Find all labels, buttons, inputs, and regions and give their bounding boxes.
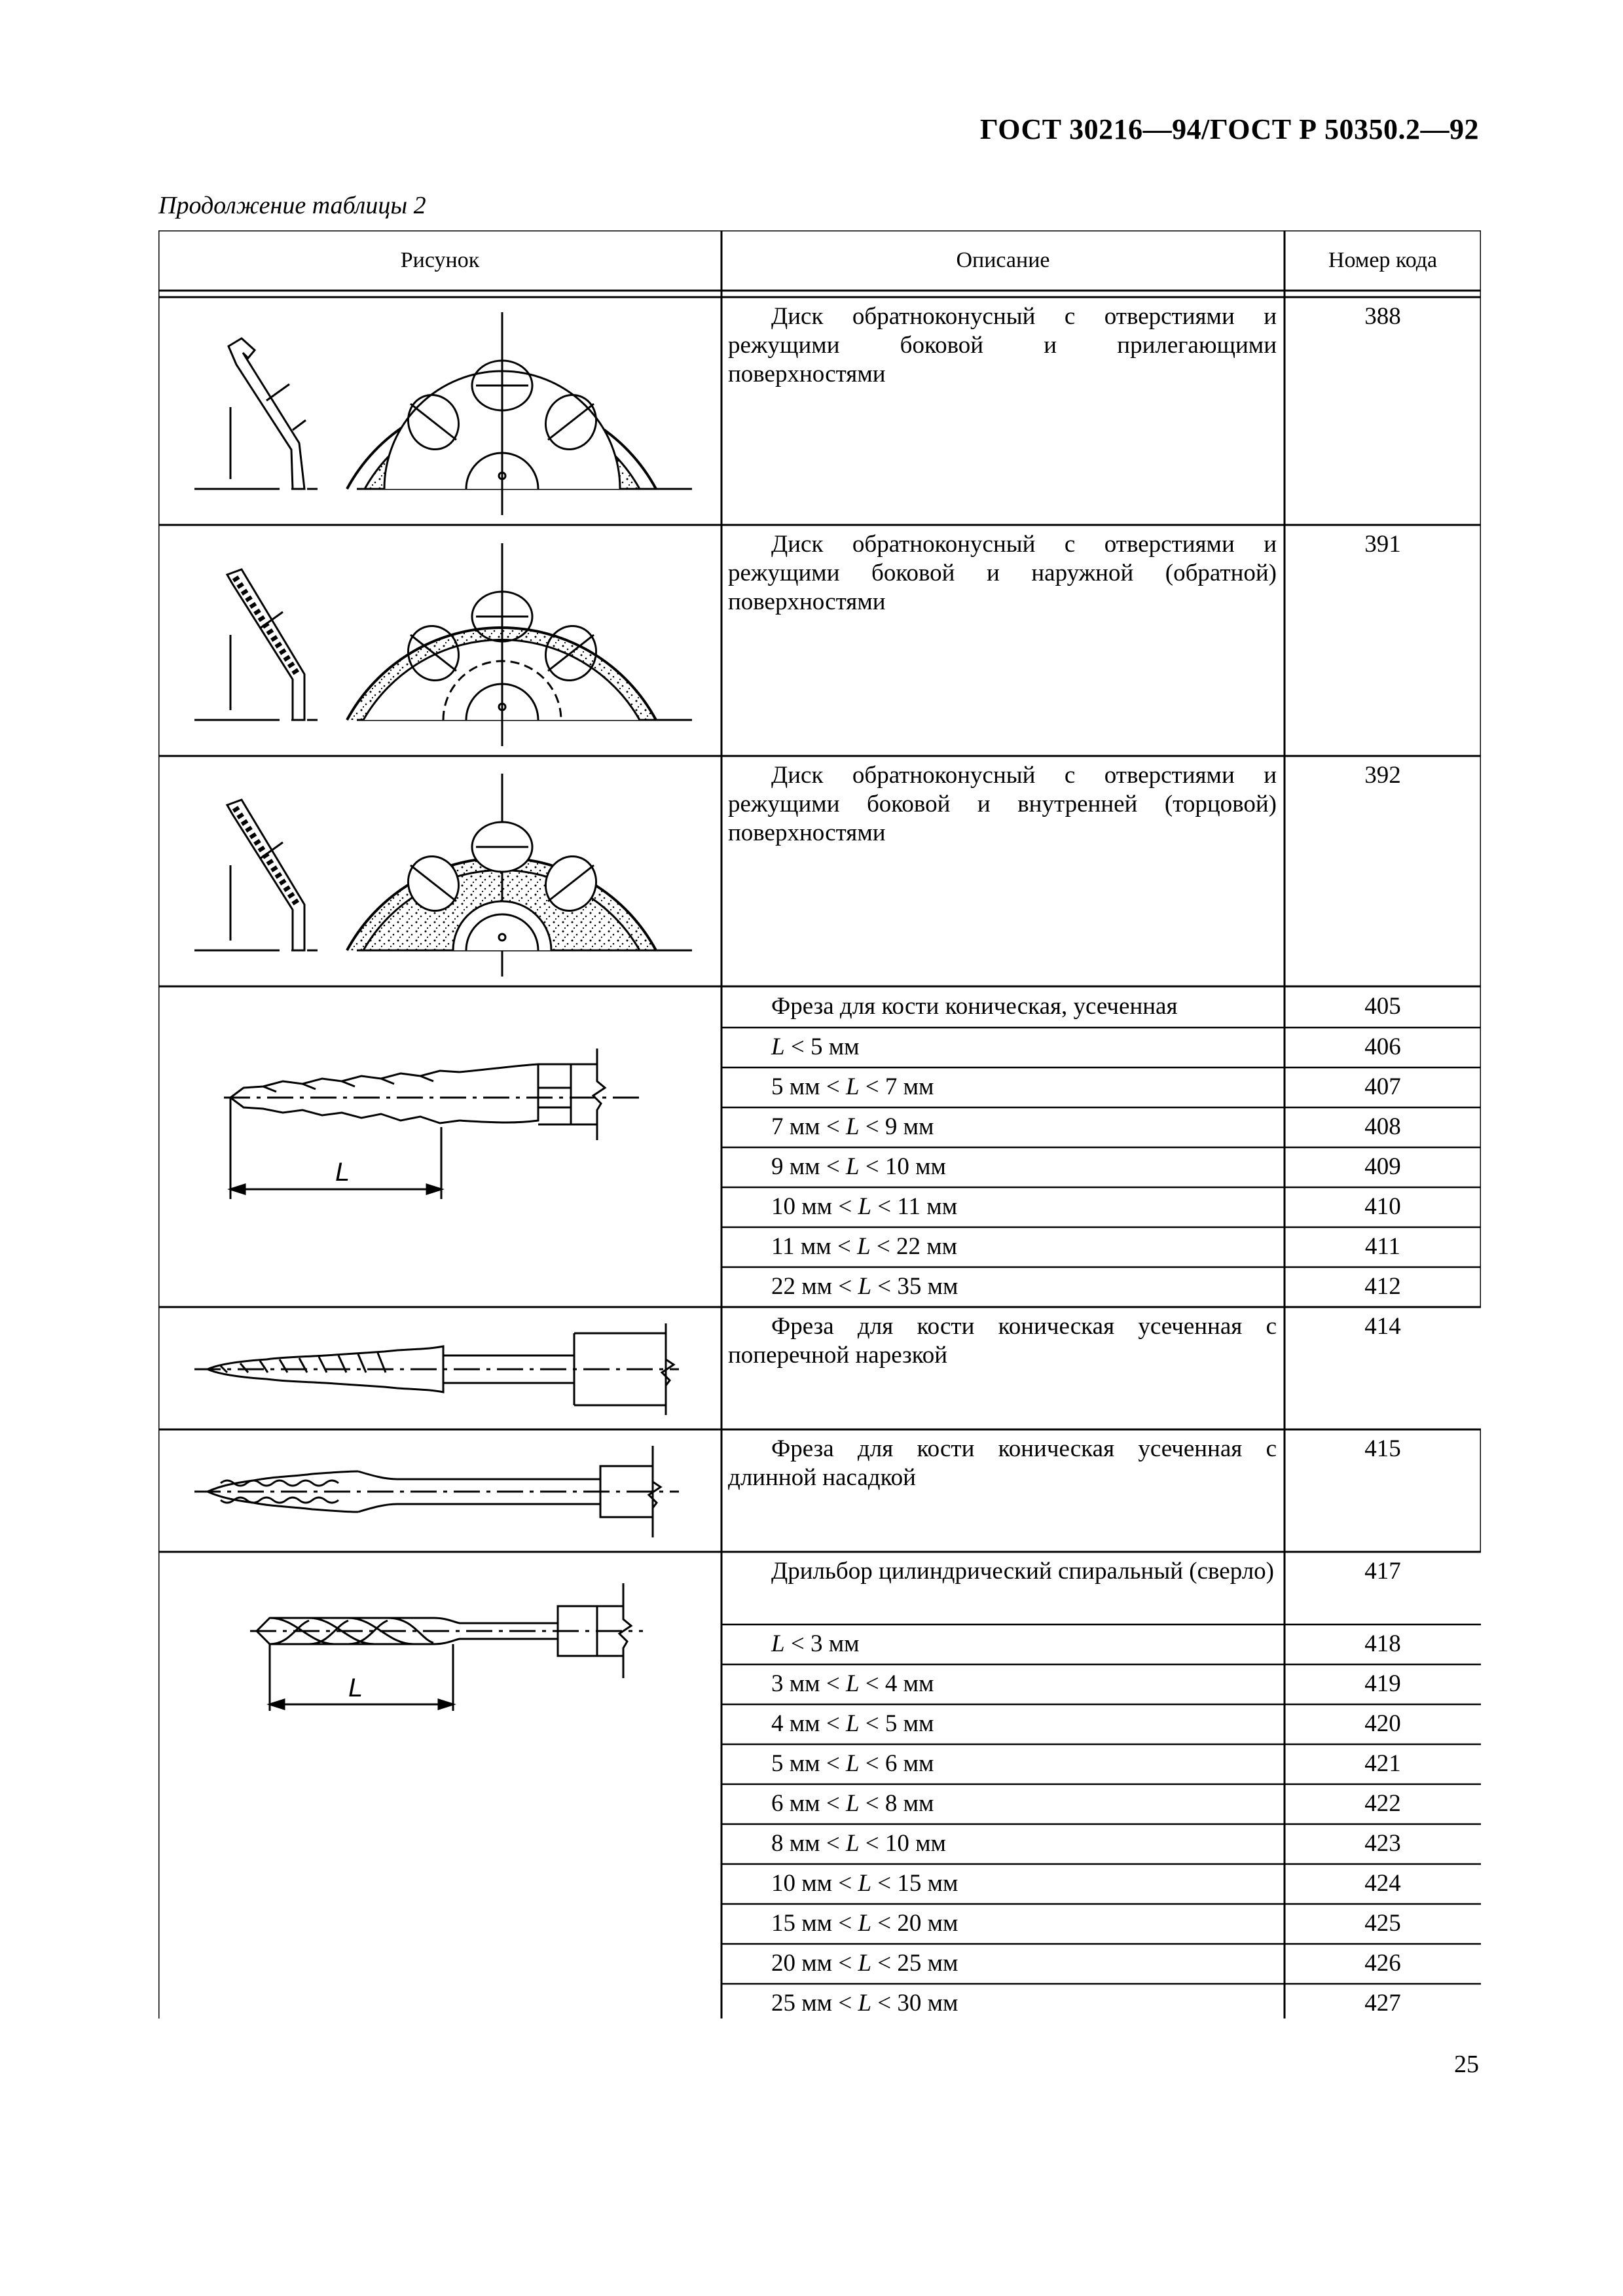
row-description: Фреза для кости коническая, усеченная	[771, 993, 1178, 1020]
column-header-figure: Рисунок	[400, 248, 480, 272]
row-description: Дрильбор цилиндрический спиральный (сверло)	[771, 1558, 1274, 1585]
length-range: 3 мм < L < 4 мм	[771, 1670, 934, 1697]
row-code: 425	[1364, 1910, 1401, 1937]
disc-388-drawing	[194, 312, 692, 515]
column-header-description: Описание	[956, 248, 1050, 272]
disc-392-drawing	[194, 774, 692, 977]
row-description: Фреза для кости коническая усеченная с длинной насадкой	[728, 1435, 1277, 1491]
length-range: 10 мм < L < 11 мм	[771, 1193, 958, 1220]
dimension-label: L	[348, 1674, 363, 1702]
row-code: 418	[1364, 1630, 1401, 1657]
length-range: 6 мм < L < 8 мм	[771, 1790, 934, 1817]
row-code: 405	[1364, 993, 1401, 1020]
length-range: 25 мм < L < 30 мм	[771, 1990, 958, 2017]
row-code: 408	[1364, 1113, 1401, 1140]
page-number: 25	[1454, 2051, 1479, 2078]
column-header-code: Номер кода	[1328, 248, 1438, 272]
cross-cut-bur-drawing	[194, 1320, 692, 1418]
row-description: Фреза для кости коническая усеченная с поперечной нарезкой	[728, 1313, 1277, 1369]
twist-drill-drawing	[250, 1580, 656, 1737]
row-description: Диск обратноконусный с отверстиями и режущими боковой и прилегающими поверхностями	[728, 303, 1277, 387]
row-code: 417	[1364, 1558, 1401, 1585]
row-code: 415	[1364, 1435, 1401, 1462]
length-range: 22 мм < L < 35 мм	[771, 1273, 958, 1300]
row-description: Диск обратноконусный с отверстиями и режущими боковой и внутренней (торцовой) поверхностями	[728, 762, 1277, 846]
row-code: 423	[1364, 1830, 1401, 1857]
length-range: 15 мм < L < 20 мм	[771, 1910, 958, 1937]
row-code: 419	[1364, 1670, 1401, 1697]
row-description: Диск обратноконусный с отверстиями и режущими боковой и наружной (обратной) поверхностями	[728, 531, 1277, 615]
length-range: 9 мм < L < 10 мм	[771, 1153, 946, 1180]
row-code: 414	[1364, 1313, 1401, 1340]
length-range: 5 мм < L < 7 мм	[771, 1073, 934, 1100]
row-code: 392	[1364, 762, 1401, 789]
row-code: 406	[1364, 1033, 1401, 1060]
length-range: 7 мм < L < 9 мм	[771, 1113, 934, 1140]
row-code: 421	[1364, 1750, 1401, 1777]
row-code: 391	[1364, 531, 1401, 558]
length-range: L < 5 мм	[771, 1033, 860, 1060]
length-range: 20 мм < L < 25 мм	[771, 1950, 958, 1977]
row-code: 424	[1364, 1870, 1401, 1897]
row-code: 412	[1364, 1273, 1401, 1300]
row-code: 409	[1364, 1153, 1401, 1180]
row-code: 407	[1364, 1073, 1401, 1100]
length-range: 10 мм < L < 15 мм	[771, 1870, 958, 1897]
length-range: L < 3 мм	[771, 1630, 860, 1657]
length-range: 8 мм < L < 10 мм	[771, 1830, 946, 1857]
long-shank-bur-drawing	[194, 1443, 692, 1541]
table-caption: Продолжение таблицы 2	[158, 192, 426, 219]
row-code: 422	[1364, 1790, 1401, 1817]
length-range: 4 мм < L < 5 мм	[771, 1710, 934, 1737]
row-code: 427	[1364, 1990, 1401, 2017]
length-range: 11 мм < L < 22 мм	[771, 1233, 958, 1260]
table	[158, 230, 1481, 2018]
row-code: 426	[1364, 1950, 1401, 1977]
row-code: 411	[1364, 1233, 1401, 1260]
row-code: 420	[1364, 1710, 1401, 1737]
disc-391-drawing	[194, 543, 692, 746]
conical-bur-drawing	[224, 1042, 656, 1251]
dimension-label: L	[335, 1158, 350, 1187]
row-code: 410	[1364, 1193, 1401, 1220]
length-range: 5 мм < L < 6 мм	[771, 1750, 934, 1777]
row-code: 388	[1364, 303, 1401, 330]
document-code: ГОСТ 30216—94/ГОСТ Р 50350.2—92	[979, 113, 1479, 145]
